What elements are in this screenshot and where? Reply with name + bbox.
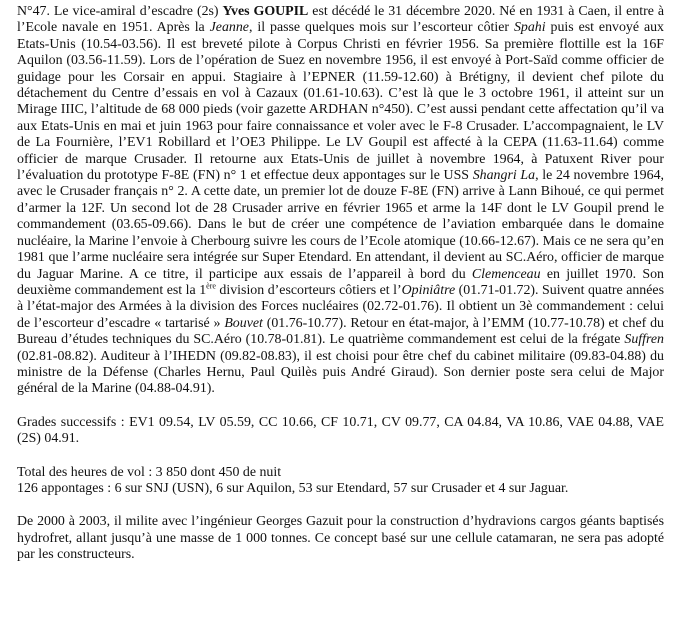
bio-text: est décédé le 31 décembre 2020. Né en 1931 à Caen, il entre à l’Ecole navale en 1951. Après la bbox=[17, 4, 664, 36]
bio-text: N°47. Le vice-amiral d’escadre (2s) bbox=[17, 4, 223, 19]
bio-text: (02.81-08.82). Auditeur à l’IHEDN (09.82-08.83), il est choisi pour être chef du cabinet militaire (09.83-04.88) du ministre de la Défense (Charles Hernu, Paul Quilès puis André Giraud). Son dernier poste sera celui de Major général de la Marine (04.88-04.91). bbox=[17, 348, 664, 397]
biography-paragraph bbox=[17, 4, 664, 398]
landings-line: 126 appontages : 6 sur SNJ (USN), 6 sur Aquilon, 53 sur Etendard, 57 sur Crusader et 4 sur Jaguar. bbox=[17, 480, 569, 496]
ordinal-superscript: ère bbox=[206, 281, 216, 291]
ship-name: Clemenceau bbox=[471, 266, 541, 282]
ship-name: Jeanne bbox=[209, 20, 249, 36]
bio-text: , il passe quelques mois sur l’escorteur côtier bbox=[248, 20, 514, 36]
bio-text: , le 24 novembre 1964, avec le Crusader français n° 2. A cette date, un premier lot de douze F-8E (FN) arrive à Lann Bihoué, ce qui permet d’armer la 12F. Un second lot de 28 Crusader arrive en février 1965 et arme la 14F dont le LV Goupil prend le commandement (03.65-09.66). Dans le but de créer une compétence de l’aviation embarquée dans le domaine nucléaire, la Marine l’envoie à Cherbourg suivre les cours de l’Ecole atomique (10.66-12.67). Mais ce ne sera qu’en 1981 que l’arme nucléaire sera intégrée sur Super Etendard. En attendant, il devient au SC.Aéro, officier de marque du Jaguar Marine. A ce titre, il participe aux essais de l’appareil à bord du bbox=[17, 168, 664, 282]
bio-text: (01.76-10.77). Retour en état-major, à l’EMM (10.77-10.78) et chef du Bureau d’études techniques du SC.Aéro (10.78-01.81). Le quatrième commandement est celui de la frégate bbox=[17, 315, 664, 348]
ship-name: Spahi bbox=[513, 20, 546, 36]
hydrofret-paragraph: De 2000 à 2003, il milite avec l’ingénieur Georges Gazuit pour la construction d’hydravions cargos géants baptisés hydrofret, allant jusqu’à une masse de 1 000 tonnes. Ce concept basé sur une cellule catamaran, ne sera pas adopté par les constructeurs. bbox=[17, 514, 664, 563]
totals-paragraph bbox=[17, 465, 664, 498]
bio-text: (01.71-01.72). Suivent quatre années à l’état-major des Armées à la division des Forces nucléaires (02.72-01.76). Il obtient un 3è commandement : celui de l’escorteur d’escadre « tartarisé » bbox=[17, 282, 664, 331]
bio-text: puis est envoyé aux Etats-Unis (10.54-03.56). Il est breveté pilote à Corpus Christi en février 1956. Sa première flottille est la 16F Aquilon (03.56-11.59). Lors de l’opération de Suez en novembre 1956, il est envoyé à Port-Saïd comme officier de guidage pour les Corsair en appui. Stagiaire à l’EPNER (11.59-12.60) à Brétigny, il devient chef pilote du détachement du Centre d’essais en vol à Cazaux (01.61-10.63). C’est là que le 3 octobre 1961, il atteint sur un Mirage IIIC, l’altitude de 68 000 pieds (voir gazette ARDHAN n°450). C’est aussi pendant cette affectation qu’il va aux Etats-Unis en mai et juin 1963 pour faire connaissance et voler avec le F-8 Crusader. L’accompagnaient, le LV de La Fournière, l’EV1 Robillard et l’OE3 Philippe. Le LV Goupil est affecté à la CEPA (11.63-11.64) comme officier de marque Crusader. Il retourne aux Etats-Unis de juillet à novembre 1964, à Patuxent River pour l’évaluation du prototype F-8E (FN) n° 1 et effectue deux appontages sur le USS bbox=[17, 20, 665, 184]
bio-text: en juillet 1970. Son deuxième commandement est la 1 bbox=[17, 266, 665, 298]
ship-name: Opiniâtre bbox=[401, 282, 456, 298]
grades-paragraph: Grades successifs : EV1 09.54, LV 05.59, CC 10.66, CF 10.71, CV 09.77, CA 04.84, VA 10.86, VAE 04.88, VAE (2S) 04.91. bbox=[17, 414, 664, 447]
ship-name: Shangri La bbox=[472, 168, 536, 184]
ship-name: Suffren bbox=[624, 332, 664, 348]
person-name: Yves GOUPIL bbox=[222, 4, 309, 19]
flight-hours-line: Total des heures de vol : 3 850 dont 450 de nuit bbox=[17, 464, 282, 480]
ship-name: Bouvet bbox=[224, 315, 263, 331]
bio-text: division d’escorteurs côtiers et l’ bbox=[215, 282, 402, 298]
